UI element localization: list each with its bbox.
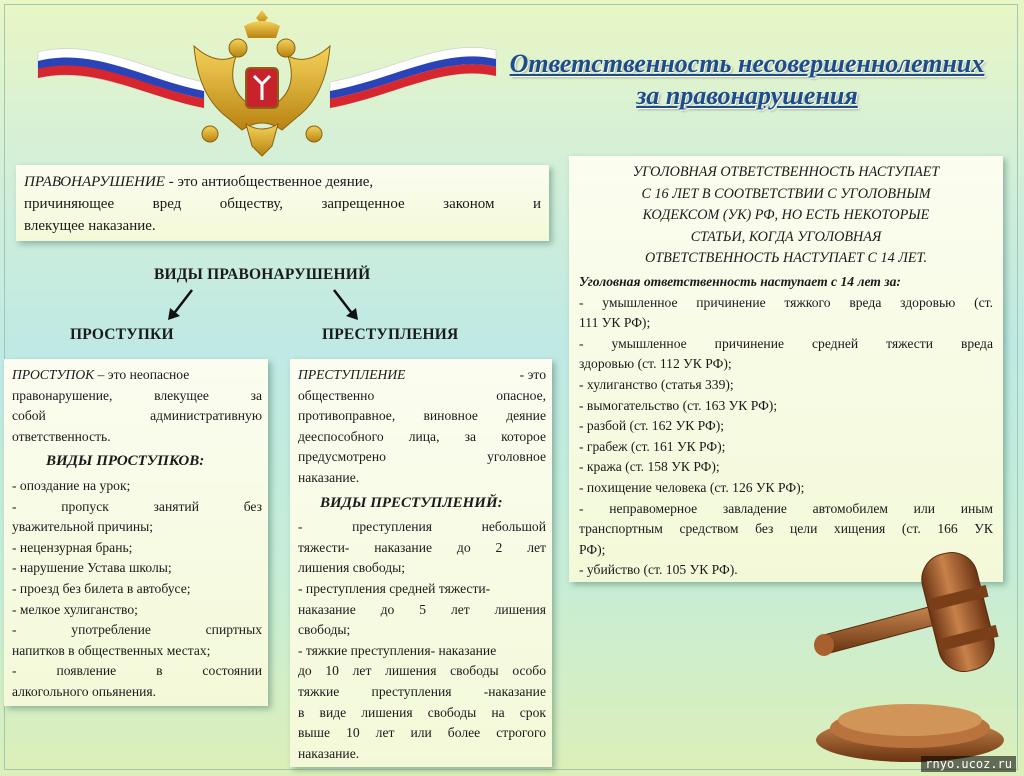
- types-heading: ВИДЫ ПРАВОНАРУШЕНИЙ: [154, 266, 371, 283]
- crime-line-5: предусмотрено уголовное: [298, 449, 546, 465]
- arrow-right-icon: [330, 288, 360, 322]
- category-crimes: ПРЕСТУПЛЕНИЯ: [322, 326, 459, 343]
- list-item: - опоздание на урок;: [12, 477, 131, 493]
- definition-line-3: влекущее наказание.: [24, 218, 156, 234]
- list-item: - разбой (ст. 162 УК РФ);: [579, 418, 725, 434]
- crime-line-4: дееспособного лица, за которое: [298, 428, 546, 444]
- crime-line-2: общественно опасное,: [298, 387, 546, 403]
- misdemeanor-line-4: ответственность.: [12, 428, 111, 444]
- crime-types-heading: ВИДЫ ПРЕСТУПЛЕНИЙ:: [320, 494, 503, 511]
- list-item: алкогольного опьянения.: [12, 683, 157, 699]
- list-item: - преступления небольшой: [298, 519, 546, 535]
- category-misdemeanors: ПРОСТУПКИ: [70, 326, 174, 343]
- list-item: тяжкие преступления -наказание: [298, 683, 546, 699]
- list-item: - нецензурная брань;: [12, 539, 133, 555]
- list-item: напитков в общественных местах;: [12, 642, 211, 658]
- liability-subheading: Уголовная ответственность наступает с 14 лет за:: [579, 274, 901, 289]
- list-item: наказание до 5 лет лишения: [298, 601, 546, 617]
- misdemeanor-line-1: – это неопасное: [94, 367, 190, 382]
- judge-gavel-icon: [800, 544, 1016, 766]
- liability-header-line-4: СТАТЬИ, КОГДА УГОЛОВНАЯ: [690, 228, 882, 245]
- list-item: - употребление спиртных: [12, 622, 262, 638]
- watermark: rnyo.ucoz.ru: [921, 756, 1016, 772]
- list-item: РФ);: [579, 541, 606, 557]
- misdemeanor-line-3: собой административную: [12, 408, 262, 424]
- title-line-2: за правонарушения: [636, 81, 858, 110]
- crime-line-6: наказание.: [298, 469, 360, 485]
- offense-definition-box: [16, 165, 549, 241]
- misdemeanor-types-heading: ВИДЫ ПРОСТУПКОВ:: [46, 453, 205, 470]
- liability-header-line-3: КОДЕКСОМ (УК) РФ, НО ЕСТЬ НЕКОТОРЫЕ: [642, 207, 930, 224]
- page-title: [482, 48, 1012, 112]
- list-item: - вымогательство (ст. 163 УК РФ);: [579, 397, 778, 413]
- list-item: - проезд без билета в автобусе;: [12, 580, 191, 596]
- liability-header-line-1: УГОЛОВНАЯ ОТВЕТСТВЕННОСТЬ НАСТУПАЕТ: [632, 164, 940, 180]
- list-item: - неправомерное завладение автомобилем или иным: [579, 500, 993, 516]
- misdemeanor-box: [4, 359, 268, 706]
- arrow-left-icon: [166, 288, 196, 322]
- list-item: - тяжкие преступления- наказание: [298, 642, 497, 658]
- list-item: тяжести- наказание до 2 лет: [298, 539, 546, 555]
- misdemeanor-term: ПРОСТУПОК: [12, 367, 95, 382]
- offense-term: ПРАВОНАРУШЕНИЕ: [24, 174, 165, 190]
- list-item: в виде лишения свободы на срок: [298, 704, 546, 720]
- list-item: наказание.: [298, 745, 360, 761]
- list-item: - мелкое хулиганство;: [12, 601, 138, 617]
- definition-line-2: причиняющее вред обществу, запрещенное законом и: [24, 196, 541, 212]
- list-item: - кража (ст. 158 УК РФ);: [579, 459, 720, 475]
- list-item: - преступления средней тяжести-: [298, 580, 491, 596]
- list-item: - нарушение Устава школы;: [12, 560, 172, 576]
- criminal-liability-box: [569, 156, 1003, 582]
- list-item: - похищение человека (ст. 126 УК РФ);: [579, 479, 805, 495]
- crime-box: [290, 359, 552, 767]
- list-item: здоровью (ст. 112 УК РФ);: [579, 356, 732, 372]
- list-item: - пропуск занятий без: [12, 498, 262, 514]
- crime-line-3: противоправное, виновное деяние: [298, 408, 546, 424]
- misdemeanor-line-2: правонарушение, влекущее за: [12, 387, 262, 403]
- liability-header-line-5: ОТВЕТСТВЕННОСТЬ НАСТУПАЕТ С 14 ЛЕТ.: [644, 250, 928, 267]
- list-item: свободы;: [298, 622, 351, 638]
- list-item: выше 10 лет или более строгого: [298, 725, 546, 741]
- list-item: - умышленное причинение тяжкого вреда здоровью (ст.: [579, 294, 993, 310]
- liability-header-line-2: С 16 ЛЕТ В СООТВЕТСТВИИ С УГОЛОВНЫМ: [641, 185, 931, 202]
- list-item: - хулиганство (статья 339);: [579, 376, 734, 392]
- crime-line-1: - это: [519, 367, 546, 382]
- coat-of-arms-eagle-icon: [186, 6, 338, 164]
- list-item: - появление в состоянии: [12, 663, 262, 679]
- list-item: транспортным средством без цели хищения (ст. 166 УК: [579, 521, 993, 537]
- list-item: лишения свободы;: [298, 560, 406, 576]
- list-item: - грабеж (ст. 161 УК РФ);: [579, 438, 726, 454]
- list-item: 111 УК РФ);: [579, 315, 651, 331]
- title-line-1: Ответственность несовершеннолетних: [509, 49, 985, 78]
- list-item: - убийство (ст. 105 УК РФ).: [579, 562, 738, 578]
- list-item: - умышленное причинение средней тяжести вреда: [579, 335, 993, 351]
- offense-definition-text: [24, 171, 541, 237]
- list-item: до 10 лет лишения свободы особо: [298, 663, 546, 679]
- definition-line-1: - это антиобщественное деяние,: [164, 174, 374, 190]
- list-item: уважительной причины;: [12, 519, 154, 535]
- crime-term: ПРЕСТУПЛЕНИЕ: [298, 367, 406, 382]
